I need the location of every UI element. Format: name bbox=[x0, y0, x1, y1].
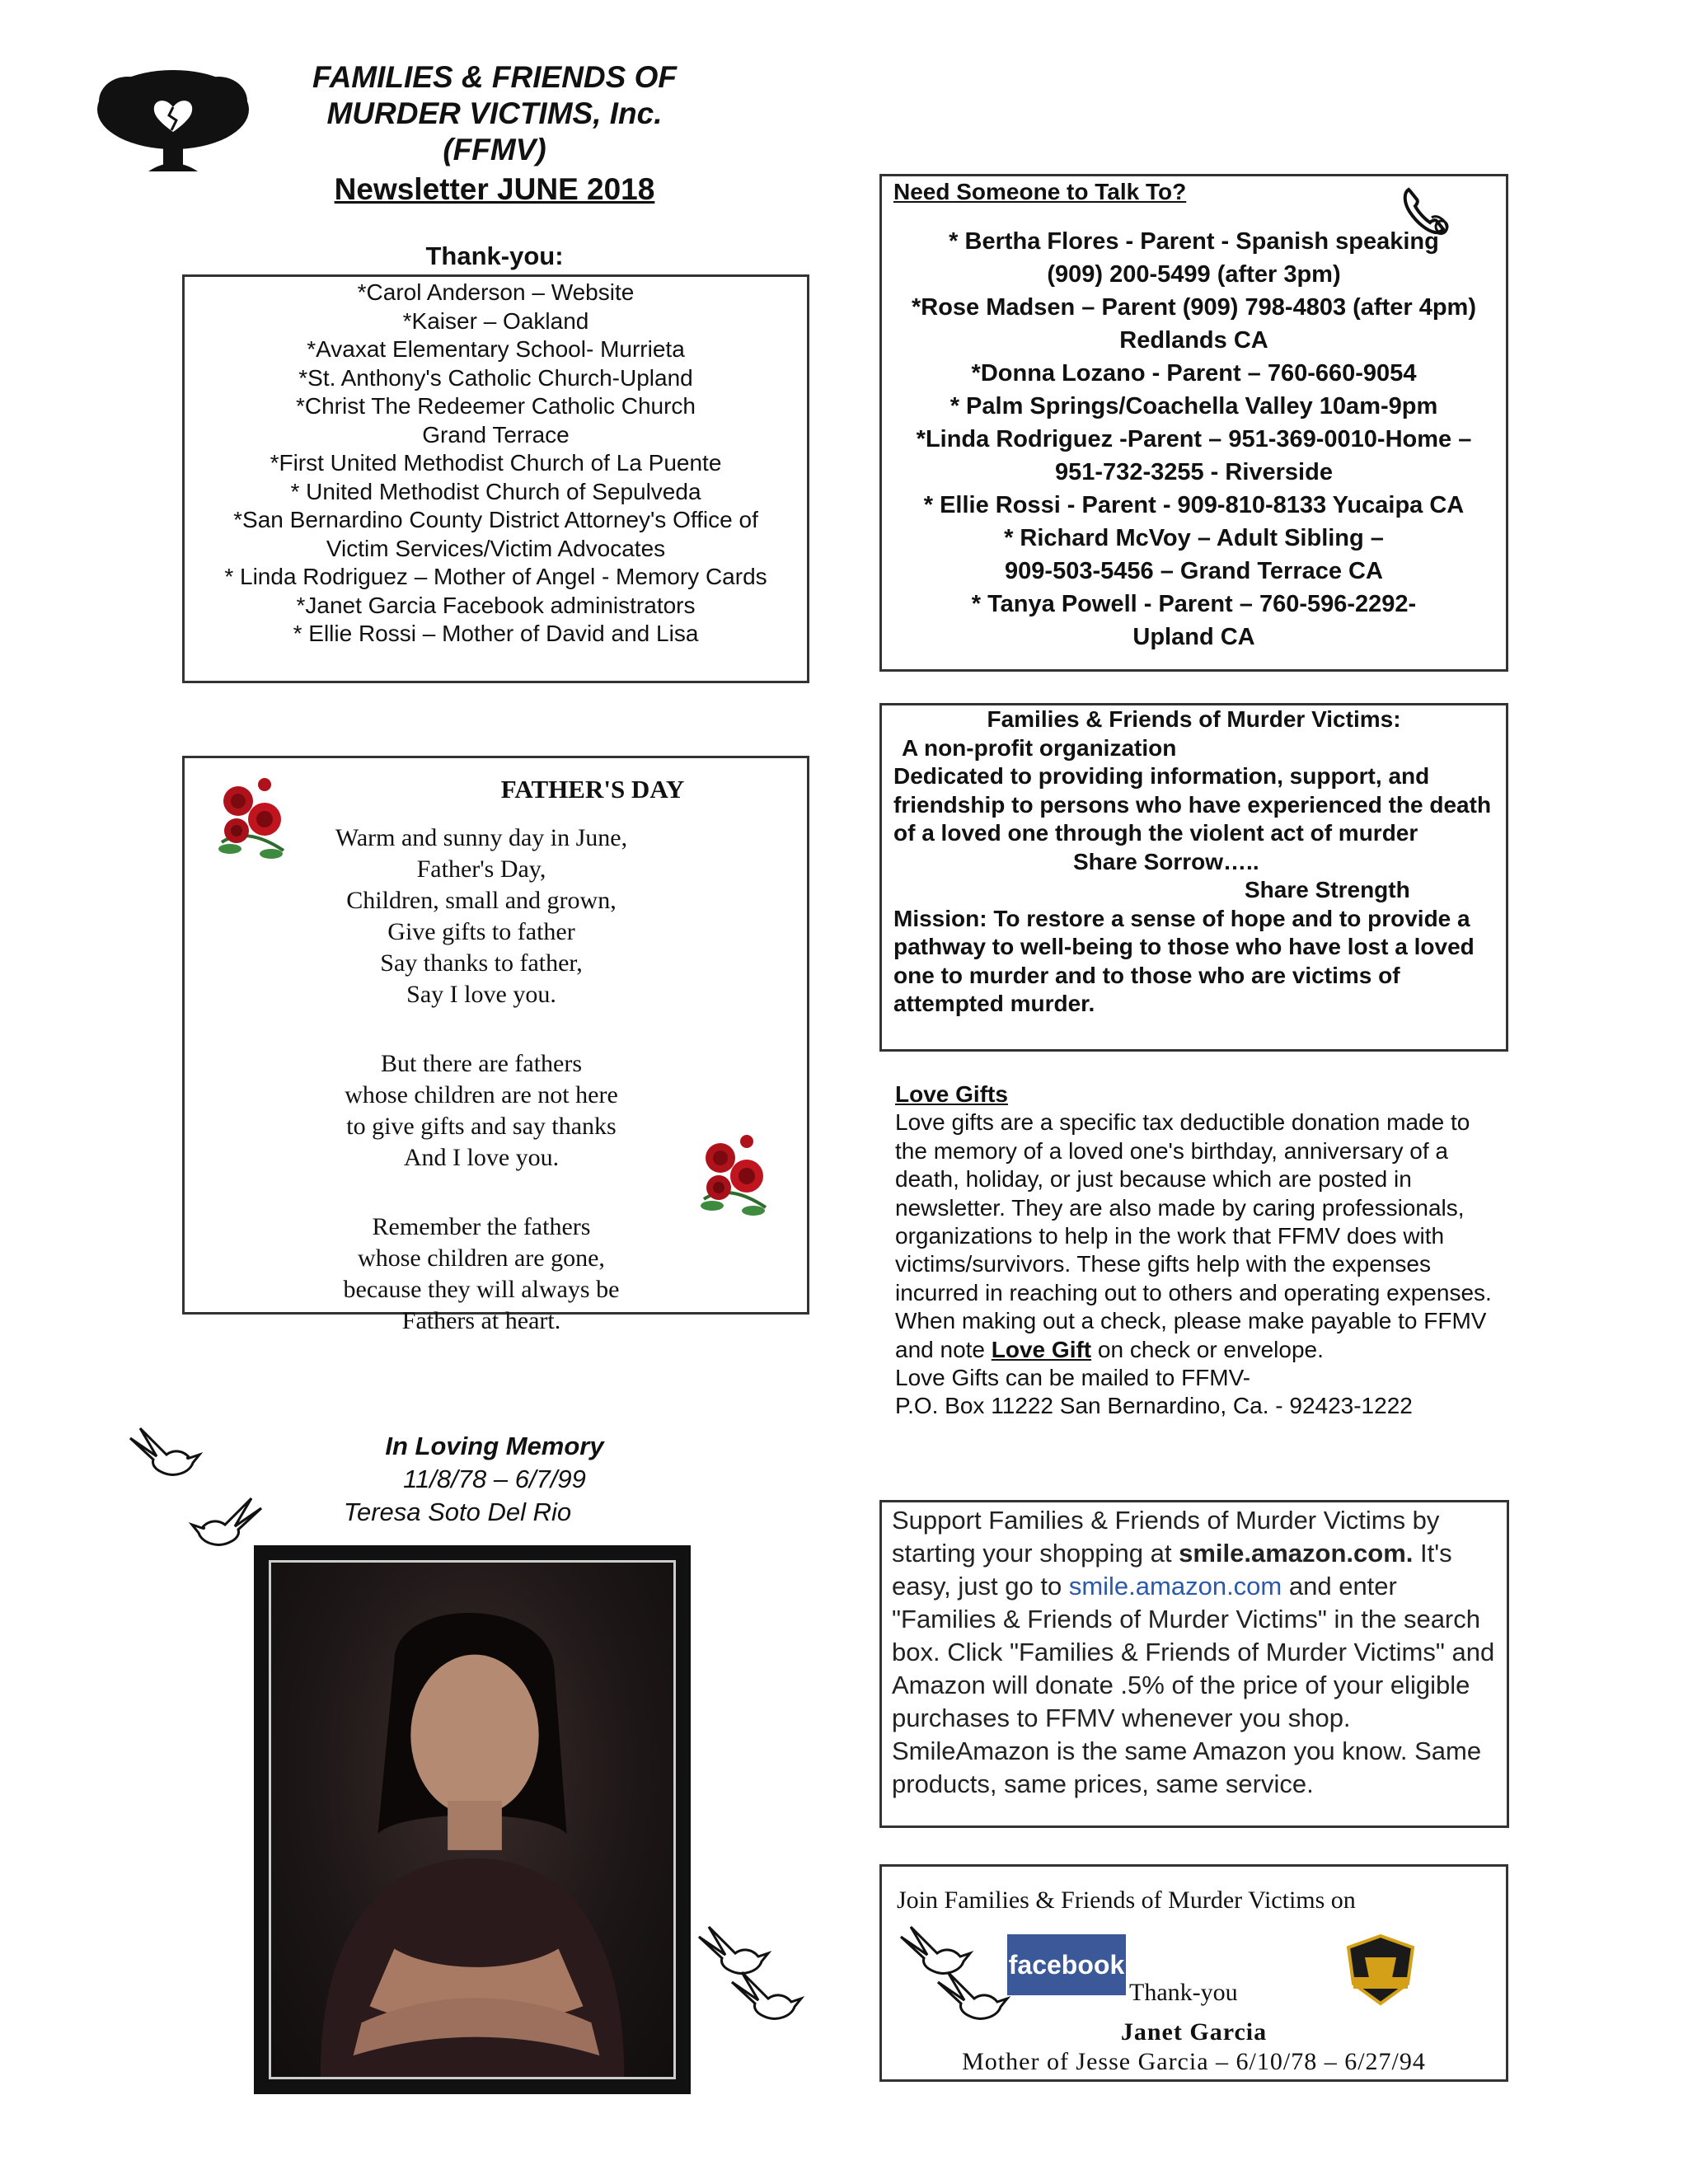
poem-stanza bbox=[284, 1212, 679, 1337]
memorial-photo-frame bbox=[254, 1545, 691, 2094]
join-name: Janet Garcia bbox=[1120, 2018, 1268, 2046]
thanks-item: * Linda Rodriguez – Mother of Angel - Memory Cards bbox=[224, 564, 767, 589]
dove-icon bbox=[931, 1966, 1022, 2032]
poem-line: Remember the fathers bbox=[372, 1213, 591, 1240]
fathers-day-box bbox=[182, 756, 809, 1334]
thanks-item: * United Methodist Church of Sepulveda bbox=[290, 478, 701, 504]
thanks-item: *Janet Garcia Facebook administrators bbox=[296, 592, 696, 618]
org-name-line: Families & Friends of Murder Victims: bbox=[987, 706, 1401, 732]
dove-icon bbox=[124, 1422, 214, 1488]
fathers-day-title: FATHER'S DAY bbox=[500, 775, 685, 804]
contact-line: * Bertha Flores - Parent - Spanish speaking bbox=[949, 228, 1439, 255]
amazon-smile-box bbox=[879, 1500, 1509, 1828]
newsletter-date-text: Newsletter JUNE 2018 bbox=[334, 172, 655, 206]
poem bbox=[284, 791, 679, 1375]
poem-line: And I love you. bbox=[403, 1144, 560, 1171]
thanks-item: *Christ The Redeemer Catholic Church bbox=[295, 393, 696, 419]
love-gifts-section bbox=[895, 1080, 1505, 1421]
love-gifts-text-2: on check or envelope. bbox=[1091, 1336, 1324, 1362]
contact-line: * Richard McVoy – Adult Sibling – bbox=[1004, 525, 1384, 551]
org-share-sorrow: Share Sorrow….. bbox=[1073, 848, 1259, 874]
poem-line: Father's Day, bbox=[416, 855, 546, 883]
poem-line: Say I love you. bbox=[406, 981, 556, 1008]
contact-line: 909-503-5456 – Grand Terrace CA bbox=[1005, 558, 1383, 584]
title-line-3: (FFMV) bbox=[443, 133, 546, 166]
poem-line: But there are fathers bbox=[380, 1050, 583, 1077]
thanks-item: Grand Terrace bbox=[422, 421, 570, 448]
join-thanks: Thank-you bbox=[1129, 1979, 1238, 2006]
thanks-item: * Ellie Rossi – Mother of David and Lisa bbox=[293, 621, 699, 646]
poem-line: whose children are gone, bbox=[358, 1244, 605, 1272]
love-gifts-mail-line-2: P.O. Box 11222 San Bernardino, Ca. - 92423-1222 bbox=[895, 1393, 1413, 1419]
telephone-icon bbox=[1399, 181, 1456, 239]
title-line-2: MURDER VICTIMS, Inc. bbox=[326, 96, 663, 130]
poem-line: Warm and sunny day in June, bbox=[335, 824, 628, 851]
dove-icon bbox=[725, 1966, 816, 2032]
organization-info-box bbox=[879, 703, 1508, 1052]
contact-line: (909) 200-5499 (after 3pm) bbox=[1047, 261, 1341, 288]
contact-line: * Tanya Powell - Parent – 760-596-2292- bbox=[971, 591, 1417, 617]
contact-line: *Linda Rodriguez -Parent – 951-369-0010-Home – bbox=[916, 426, 1472, 452]
thanks-heading: Thank-you: bbox=[425, 241, 564, 270]
memory-heading: In Loving Memory bbox=[385, 1432, 604, 1460]
newsletter-date bbox=[247, 171, 742, 208]
amazon-text-3: and enter "Families & Friends of Murder Victims" in the search box. Click "Families & Friends of Murder Victims" and Amazon will donate .5% of the price of your eligible purchases to FFMV whenever you shop. SmileAmazon is the same Amazon you know. Same products, same prices, same service. bbox=[892, 1572, 1495, 1798]
thanks-item: *San Bernardino County District Attorney's Office of bbox=[233, 507, 758, 532]
thanks-item: Victim Services/Victim Advocates bbox=[326, 535, 666, 561]
thanks-item: *First United Methodist Church of La Puente bbox=[270, 450, 722, 476]
amazon-text-2: It's easy, just go to bbox=[892, 1539, 1452, 1601]
poem-line: Give gifts to father bbox=[387, 918, 575, 945]
poem-line: Say thanks to father, bbox=[380, 949, 583, 977]
poem-stanza bbox=[284, 1048, 679, 1174]
love-gifts-heading: Love Gifts bbox=[895, 1081, 1008, 1107]
tree-with-broken-heart-icon bbox=[91, 64, 256, 180]
sb-strong-badge-icon bbox=[1343, 1933, 1418, 2007]
org-dedication: Dedicated to providing information, support, and friendship to persons who have experienced the death of a loved one through the violent act of murder bbox=[893, 763, 1492, 846]
in-loving-memory bbox=[313, 1430, 676, 1529]
thanks-item: *St. Anthony's Catholic Church-Upland bbox=[298, 364, 693, 391]
org-nonprofit-line: A non-profit organization bbox=[902, 734, 1177, 761]
memorial-photo bbox=[269, 1560, 676, 2079]
thanks-list bbox=[185, 279, 807, 649]
thanks-box bbox=[182, 274, 809, 683]
memory-dates: 11/8/78 – 6/7/99 bbox=[403, 1465, 586, 1493]
amazon-text-1: Support Families & Friends of Murder Victims by starting your shopping at bbox=[892, 1506, 1440, 1568]
thanks-item: *Kaiser – Oakland bbox=[402, 307, 589, 334]
org-mission: Mission: To restore a sense of hope and to provide a pathway to well-being to those who have lost a loved one to murder and to those who are victims of attempted murder. bbox=[893, 905, 1475, 1016]
contact-line: * Palm Springs/Coachella Valley 10am-9pm bbox=[950, 393, 1438, 419]
title-line-1: FAMILIES & FRIENDS OF bbox=[312, 60, 677, 94]
thanks-item: *Avaxat Elementary School- Murrieta bbox=[307, 336, 685, 362]
poem-line: Children, small and grown, bbox=[346, 887, 617, 914]
talk-box bbox=[879, 174, 1508, 672]
memory-name: Teresa Soto Del Rio bbox=[343, 1497, 572, 1526]
contact-line: * Ellie Rossi - Parent - 909-810-8133 Yucaipa CA bbox=[923, 492, 1465, 518]
red-roses-icon bbox=[687, 1125, 782, 1220]
love-gifts-body bbox=[895, 1108, 1505, 1364]
amazon-site-bold: smile.amazon.com. bbox=[1179, 1539, 1414, 1568]
amazon-smile-link[interactable]: smile.amazon.com bbox=[1068, 1572, 1282, 1601]
thanks-item: *Carol Anderson – Website bbox=[357, 279, 635, 305]
join-text: Join Families & Friends of Murder Victims on bbox=[897, 1886, 1356, 1914]
contact-line: *Rose Madsen – Parent (909) 798-4803 (after 4pm) bbox=[911, 294, 1476, 321]
love-gifts-text-1: Love gifts are a specific tax deductible donation made to the memory of a loved one's birthday, anniversary of a death, holiday, or just because which are posted in newsletter. They are also made by caring professionals, organizations to help in the work that FFMV does with victims/survivors. These gifts help with the expenses incurred in reaching out to others and operating expenses. When making out a check, please make payable to FFMV and note bbox=[895, 1109, 1492, 1362]
org-share-strength: Share Strength bbox=[1245, 877, 1410, 902]
talk-list bbox=[893, 225, 1494, 654]
contact-line: Redlands CA bbox=[1119, 327, 1268, 354]
join-subtitle: Mother of Jesse Garcia – 6/10/78 – 6/27/94 bbox=[962, 2048, 1426, 2075]
poem-line: Fathers at heart. bbox=[401, 1307, 561, 1334]
love-gifts-mail-line-1: Love Gifts can be mailed to FFMV- bbox=[895, 1365, 1251, 1391]
contact-line: 951-732-3255 - Riverside bbox=[1055, 459, 1333, 485]
facebook-logo[interactable]: facebook bbox=[1007, 1934, 1126, 1995]
portrait-illustration bbox=[271, 1563, 673, 2077]
contact-line: Upland CA bbox=[1132, 624, 1255, 650]
poem-line: to give gifts and say thanks bbox=[346, 1113, 617, 1140]
poem-stanza bbox=[284, 823, 679, 1010]
organization-title bbox=[247, 59, 742, 168]
love-gift-emphasis: Love Gift bbox=[991, 1336, 1092, 1362]
poem-line: whose children are not here bbox=[345, 1081, 618, 1108]
poem-line: because they will always be bbox=[343, 1276, 620, 1303]
contact-line: *Donna Lozano - Parent – 760-660-9054 bbox=[971, 360, 1417, 387]
amazon-smile-text bbox=[892, 1504, 1497, 1801]
talk-heading: Need Someone to Talk To? bbox=[893, 179, 1187, 204]
